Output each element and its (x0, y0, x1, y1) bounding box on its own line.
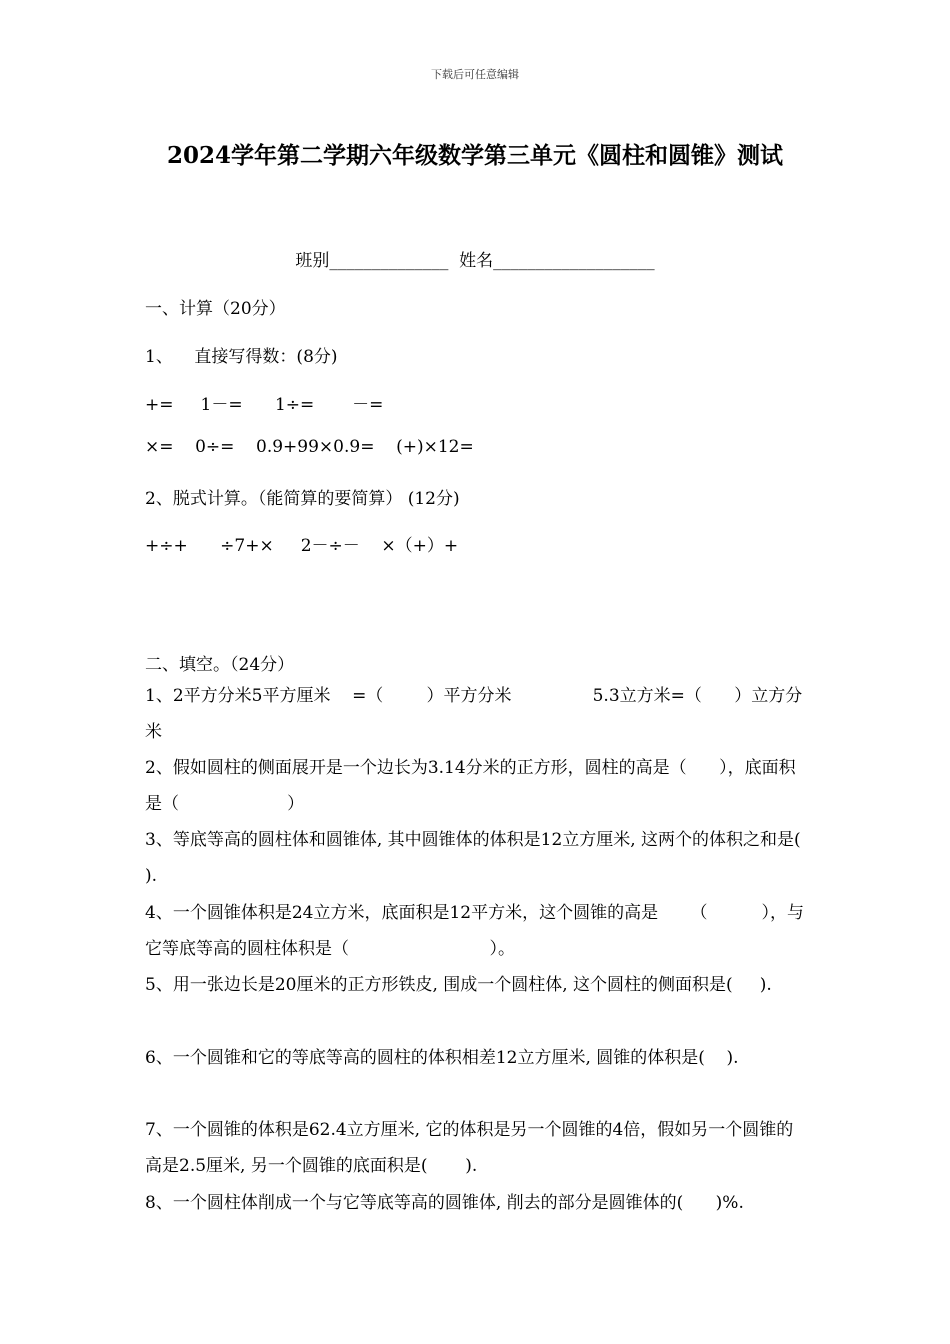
section1-q1-label: 1、 直接写得数：(8分) (145, 347, 338, 367)
page-title: 2024学年第二学期六年级数学第三单元《圆柱和圆锥》测试 (166, 142, 783, 169)
fill-item-4: 4、一个圆锥体积是24立方米，底面积是12平方米，这个圆锥的高是 （ ），与它等底等高的圆柱体积是（ ）。 (145, 903, 805, 959)
section2-heading: 二、填空。（24分） (145, 655, 295, 675)
fill-item-3: 3、等底等高的圆柱体和圆锥体, 其中圆锥体的体积是12立方厘米, 这两个的体积之和是( ). (145, 830, 834, 886)
header-note: 下载后可任意编辑 (431, 68, 519, 81)
fill-item-8: 8、一个圆柱体削成一个与它等底等高的圆锥体, 削去的部分是圆锥体的( )%. (145, 1193, 744, 1213)
section1-q1-row2: ×= 0÷= 0.9+99×0.9= (+)×12= (145, 437, 474, 457)
fill-item-7: 7、一个圆锥的体积是62.4立方厘米, 它的体积是另一个圆锥的4倍，假如另一个圆锥的高是2.5厘米, 另一个圆锥的底面积是( ). (145, 1120, 794, 1176)
section1-q1-row1: += 1－= 1÷= －= (145, 395, 384, 415)
fill-item-2: 2、假如圆柱的侧面展开是一个边长为3.14分米的正方形，圆柱的高是（ ），底面积是（ ） (145, 758, 796, 814)
section1-q2-row: +÷+ ÷7+× 2－÷－ ×（+）+ (145, 536, 459, 556)
fill-item-1: 1、2平方分米5平方厘米 =（ ）平方分米 5.3立方米=（ ）立方分米 (145, 686, 803, 742)
student-info-line: 班别______________ 姓名___________________ (295, 251, 655, 271)
section1-q2-label: 2、脱式计算。（能简算的要简算） (12分) (145, 489, 460, 509)
section1-heading: 一、计算（20分） (145, 299, 286, 319)
fill-item-6: 6、一个圆锥和它的等底等高的圆柱的体积相差12立方厘米, 圆锥的体积是( ). (145, 1048, 739, 1068)
fill-item-5: 5、用一张边长是20厘米的正方形铁皮, 围成一个圆柱体, 这个圆柱的侧面积是( ). (145, 975, 772, 995)
